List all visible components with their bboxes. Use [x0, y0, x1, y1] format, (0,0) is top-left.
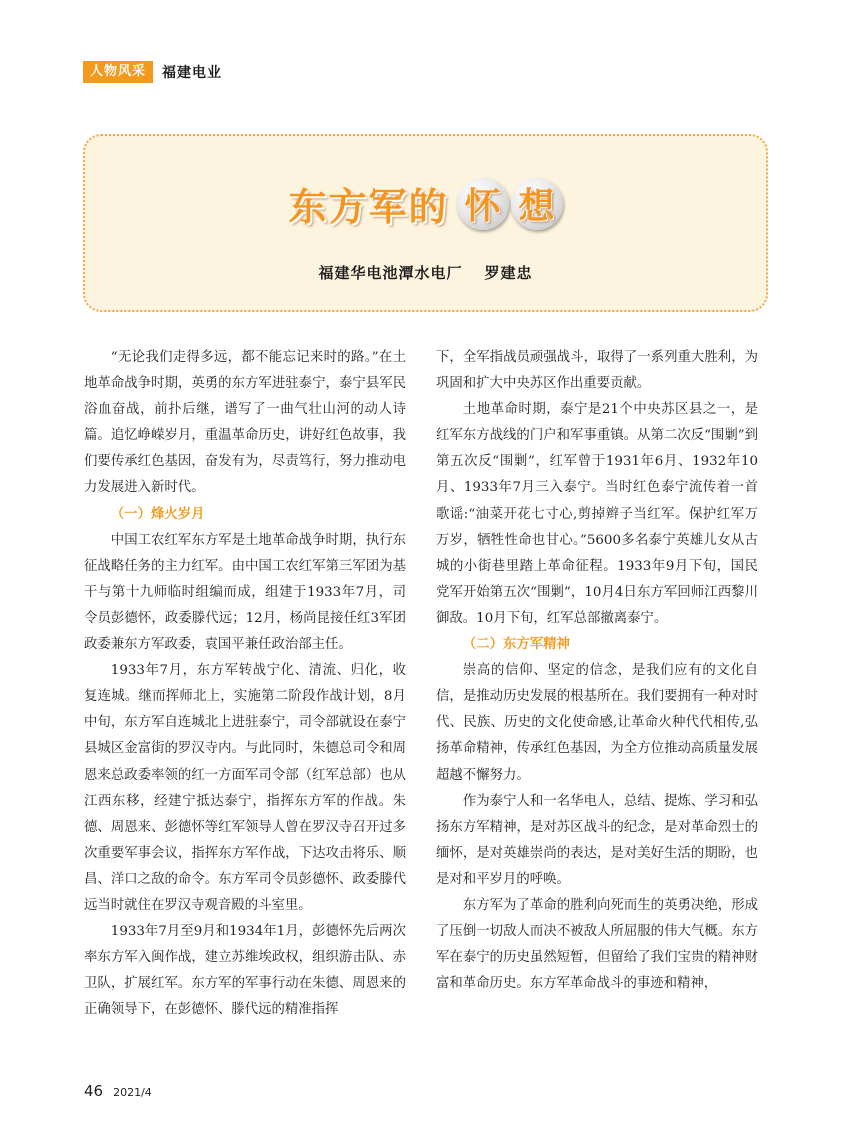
- title-bubble-char: 想: [511, 178, 563, 230]
- title-panel: [83, 134, 768, 312]
- right-column: [436, 345, 758, 997]
- section-heading: （一）烽火岁月: [110, 506, 205, 522]
- paragraph: 作为泰宁人和一名华电人，总结、提炼、学习和弘扬东方军精神，是对苏区战斗的纪念，是对革命烈士的缅怀，是对英雄崇尚的表达，是对美好生活的期盼，也是对和平岁月的呼唤。: [436, 793, 758, 887]
- paragraph: 1933年7月，东方军转战宁化、清流、归化，收复连城。继而挥师北上，实施第二阶段作战计划，8月中旬，东方军自连城北上进驻泰宁，司令部就设在泰宁县城区金富街的罗汉寺内。与此同时，朱德总司令和周恩来总政委率领的红一方面军司令部（红军总部）也从江西东移，经建宁抵达泰宁，指挥东方军的作战。朱德、周恩来、彭德怀等红军领导人曾在罗汉寺召开过多次重要军事会议，指挥东方军作战，下达攻击将乐、顺昌、洋口之敌的命令。东方军司令员彭德怀、政委滕代远当时就住在罗汉寺观音殿的斗室里。: [84, 663, 406, 913]
- magazine-name: 福建电业: [162, 65, 223, 81]
- author-organization: 福建华电池潭水电厂: [318, 264, 463, 282]
- paragraph: 1933年7月至9月和1934年1月，彭德怀先后两次率东方军入闽作战，建立苏维埃政权，组织游击队、赤卫队，扩展红军。东方军的军事行动在朱德、周恩来的正确领导下，在彭德怀、滕代远的精准指挥: [84, 924, 406, 1018]
- section-heading: （二）东方军精神: [462, 637, 570, 653]
- byline: [85, 262, 766, 283]
- page-footer: [84, 1082, 152, 1100]
- section-tag: 人物风采: [83, 61, 153, 83]
- paragraph: 东方军为了革命的胜利向死而生的英勇决绝，形成了压倒一切敌人而决不被敌人所屈服的伟大气概。东方军在泰宁的历史虽然短暂，但留给了我们宝贵的精神财富和革命历史。东方军革命战斗的事迹和精神，: [436, 897, 758, 992]
- paragraph: “无论我们走得多远，都不能忘记来时的路。”在土地革命战争时期，英勇的东方军进驻泰宁，泰宁县军民浴血奋战，前扑后继，谱写了一曲气壮山河的动人诗篇。追忆峥嵘岁月，重温革命历史，讲好红色故事，我们要传承红色基因，奋发有为，尽责笃行，努力推动电力发展进入新时代。: [84, 350, 406, 496]
- title-bubble-group: [455, 178, 563, 230]
- left-column: [84, 345, 406, 1023]
- paragraph: 下，全军指战员顽强战斗，取得了一系列重大胜利，为巩固和扩大中央苏区作出重要贡献。: [436, 350, 758, 392]
- issue-label: 2021/4: [113, 1086, 152, 1099]
- paragraph: 中国工农红军东方军是土地革命战争时期，执行东征战略任务的主力红军。由中国工农红军第三军团为基干与第十九师临时组编而成，组建于1933年7月，司令员彭德怀，政委滕代远；12月，杨尚昆接任红3军团政委兼东方军政委，袁国平兼任政治部主任。: [84, 532, 406, 653]
- paragraph: 土地革命时期，泰宁是21个中央苏区县之一，是红军东方战线的门户和军事重镇。从第二次反“围剿”到第五次反“围剿”，红军曾于1931年6月、1932年10月、1933年7月三入泰宁。当时红色泰宁流传着一首歌谣:“油菜开花七寸心,剪掉辫子当红军。保护红军万万岁，牺牲性命也甘心。”5600多名泰宁英雄儿女从古城的小街巷里踏上革命征程。1933年9月下旬，国民党军开始第五次“围剿”，10月4日东方军回师江西黎川御敌。10月下旬，红军总部撤离泰宁。: [436, 402, 758, 626]
- article-title: [85, 176, 766, 231]
- title-bubble-char: 怀: [457, 178, 509, 230]
- paragraph: 崇高的信仰、坚定的信念，是我们应有的文化自信，是推动历史发展的根基所在。我们要拥有一种对时代、民族、历史的文化使命感,让革命火种代代相传,弘扬革命精神，传承红色基因，为全方位推动高质量发展超越不懈努力。: [436, 663, 758, 783]
- page-number: 46: [84, 1082, 104, 1100]
- author-name: 罗建忠: [484, 264, 533, 282]
- title-text: 东方军的: [288, 185, 449, 229]
- page-header: [83, 61, 222, 83]
